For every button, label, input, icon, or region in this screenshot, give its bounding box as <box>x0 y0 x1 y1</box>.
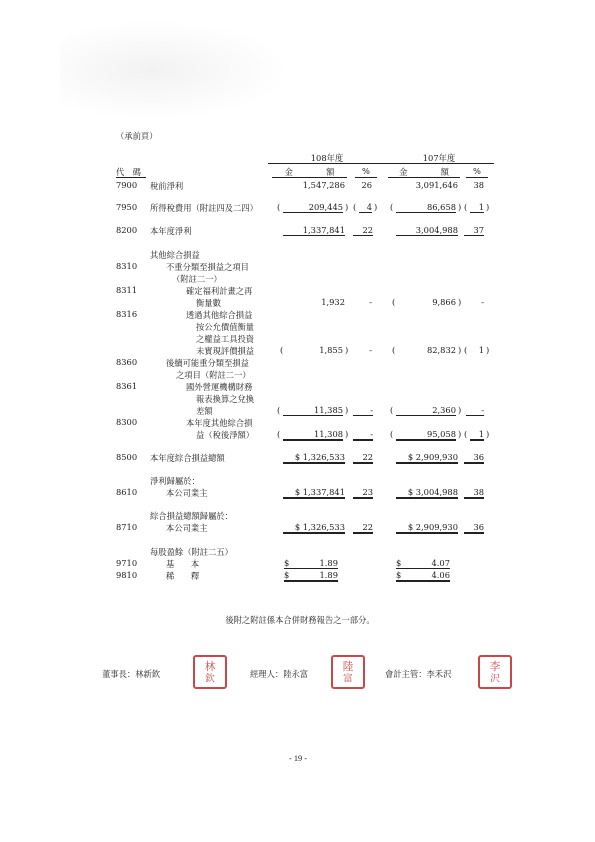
amount-107: 3,004,988 <box>396 225 458 236</box>
amount-107: 3,091,646 <box>415 180 458 190</box>
year-107-header: 107年度 <box>422 153 456 163</box>
row-label: 每股盈餘（附註二五） <box>150 547 233 557</box>
row-label: 透過其他綜合損益 <box>186 310 253 320</box>
footnote: 後附之附註係本合併財務報告之一部分。 <box>225 615 375 625</box>
amount-107: 86,658 <box>396 202 456 213</box>
row-label: 其他綜合損益 <box>150 250 200 260</box>
row-code: 7900 <box>116 180 138 190</box>
eps-108: 1.89 <box>284 558 338 569</box>
row-code: 8200 <box>116 225 138 235</box>
pct-107: 1 <box>478 345 484 355</box>
row-label: 本年度綜合損益總額 <box>150 453 225 463</box>
continued-note: （承前頁） <box>116 131 158 141</box>
row-label: 未實現評價損益 <box>196 346 255 356</box>
row-label: 之權益工具投資 <box>196 334 255 344</box>
row-label: 所得稅費用（附註四及二四） <box>150 203 258 213</box>
amount-108: 11,385 <box>283 405 343 416</box>
row-code: 8310 <box>116 261 138 271</box>
row-code: 8300 <box>116 417 138 427</box>
manager-seal <box>331 655 365 689</box>
svg-text:林: 林 <box>204 661 216 674</box>
row-code: 8316 <box>116 309 138 319</box>
manager-signature: 經理人：陸永富 <box>250 669 309 679</box>
amount-108: 209,445 <box>283 202 343 213</box>
amount-107: $ 3,004,988 <box>396 487 458 499</box>
year-108-header: 108年度 <box>310 153 344 163</box>
row-label: 後續可能重分類至損益 <box>166 358 249 368</box>
pct-107: 1 <box>470 202 484 213</box>
row-label: 本年度淨利 <box>150 226 192 236</box>
chairman-seal <box>193 655 227 689</box>
svg-text:富: 富 <box>343 673 353 685</box>
svg-text:李: 李 <box>489 661 501 674</box>
row-code: 8710 <box>116 522 138 532</box>
row-label: 稀 釋 <box>166 571 200 581</box>
pct-107: - <box>466 405 484 416</box>
row-label: 綜合損益總額歸屬於： <box>150 511 233 521</box>
amount-108: $ 1,337,841 <box>283 487 345 499</box>
code-header: 代 碼 <box>116 167 141 177</box>
row-code: 8610 <box>116 487 138 497</box>
eps-107: 4.07 <box>396 558 450 569</box>
pct-107: - <box>481 297 484 307</box>
amount-108: 1,855 <box>319 345 343 355</box>
amount-header-108-rule <box>272 177 347 178</box>
row-label: 國外營運機構財務 <box>186 382 253 392</box>
row-code: 8311 <box>116 285 138 295</box>
svg-text:欽: 欽 <box>205 673 215 685</box>
scan-shadow <box>60 20 290 120</box>
pct-header-107-rule <box>466 177 488 178</box>
pct-107: 36 <box>464 522 484 534</box>
pct-108: 26 <box>361 180 372 190</box>
amount-header-107-rule <box>388 177 460 178</box>
amount-108: $ 1,326,533 <box>283 522 345 534</box>
row-label: 稅前淨利 <box>150 181 184 191</box>
chairman-signature: 董事長：林新欽 <box>102 669 161 679</box>
row-label: 本年度其他綜合損 <box>186 418 253 428</box>
eps-108: 1.89 <box>284 570 338 582</box>
pct-107: 37 <box>464 225 484 236</box>
dollar-sign: $ <box>284 570 290 580</box>
row-label: 按公允價值衡量 <box>196 322 255 332</box>
amount-107: 9,866 <box>432 297 456 307</box>
svg-text:陸: 陸 <box>342 661 354 674</box>
row-label: 差額 <box>196 406 213 416</box>
pct-107: 1 <box>470 429 484 441</box>
pct-108: - <box>353 405 373 416</box>
pct-108: - <box>353 429 373 441</box>
dollar-sign: $ <box>396 570 402 580</box>
eps-107: 4.06 <box>396 570 450 582</box>
accountant-seal <box>478 655 512 689</box>
pct-108: 4 <box>359 202 372 213</box>
amount-108: 11,308 <box>283 429 343 441</box>
pct-107: 38 <box>464 487 484 499</box>
row-label: 報表換算之兌換 <box>196 394 255 404</box>
row-code: 9710 <box>116 558 138 568</box>
pct-header-107: % <box>473 166 481 176</box>
row-code: 8360 <box>116 357 138 367</box>
amount-header-108: 金 額 <box>284 167 335 177</box>
amount-header-107: 金 額 <box>399 167 449 177</box>
row-label: 確定福利計畫之再 <box>186 286 253 296</box>
amount-107: $ 2,909,930 <box>396 452 458 464</box>
page-number: - 19 - <box>289 754 307 763</box>
row-label: 衡量數 <box>196 298 221 308</box>
dollar-sign: $ <box>284 558 290 568</box>
row-code: 8500 <box>116 452 138 462</box>
accountant-signature: 會計主管：李禾沢 <box>385 669 452 679</box>
row-label: （附註二一） <box>172 274 222 284</box>
row-label: 本公司業主 <box>166 488 208 498</box>
amount-107: $ 2,909,930 <box>396 522 458 534</box>
year-107-rule <box>384 163 494 164</box>
row-code: 9810 <box>116 570 138 580</box>
row-label: 不重分類至損益之項目 <box>166 262 249 272</box>
amount-108: 1,547,286 <box>302 180 345 190</box>
pct-108: - <box>369 297 372 307</box>
row-code: 7950 <box>116 202 138 212</box>
pct-108: - <box>369 345 372 355</box>
amount-107: 82,832 <box>426 345 456 355</box>
pct-header-108-rule <box>355 177 377 178</box>
pct-107: 38 <box>473 180 484 190</box>
amount-107: 2,360 <box>396 405 456 416</box>
row-code: 8361 <box>116 381 138 391</box>
code-header-rule <box>116 177 146 178</box>
amount-108: $ 1,326,533 <box>283 452 345 464</box>
pct-108: 23 <box>353 487 373 499</box>
row-label: 之項目（附註二一） <box>176 370 251 380</box>
pct-108: 22 <box>353 522 373 534</box>
row-label: 本公司業主 <box>166 523 208 533</box>
svg-text:沢: 沢 <box>490 673 500 685</box>
row-label: 淨利歸屬於： <box>150 476 200 486</box>
amount-107: 95,058 <box>396 429 456 441</box>
pct-108: 22 <box>353 452 373 464</box>
pct-107: 36 <box>464 452 484 464</box>
row-label: 益（稅後淨額） <box>196 430 255 440</box>
pct-108: 22 <box>353 225 373 236</box>
dollar-sign: $ <box>396 558 402 568</box>
year-108-rule <box>268 163 386 164</box>
amount-108: 1,932 <box>321 297 345 307</box>
row-label: 基 本 <box>166 559 200 569</box>
pct-header-108: % <box>362 166 370 176</box>
amount-108: 1,337,841 <box>283 225 345 236</box>
